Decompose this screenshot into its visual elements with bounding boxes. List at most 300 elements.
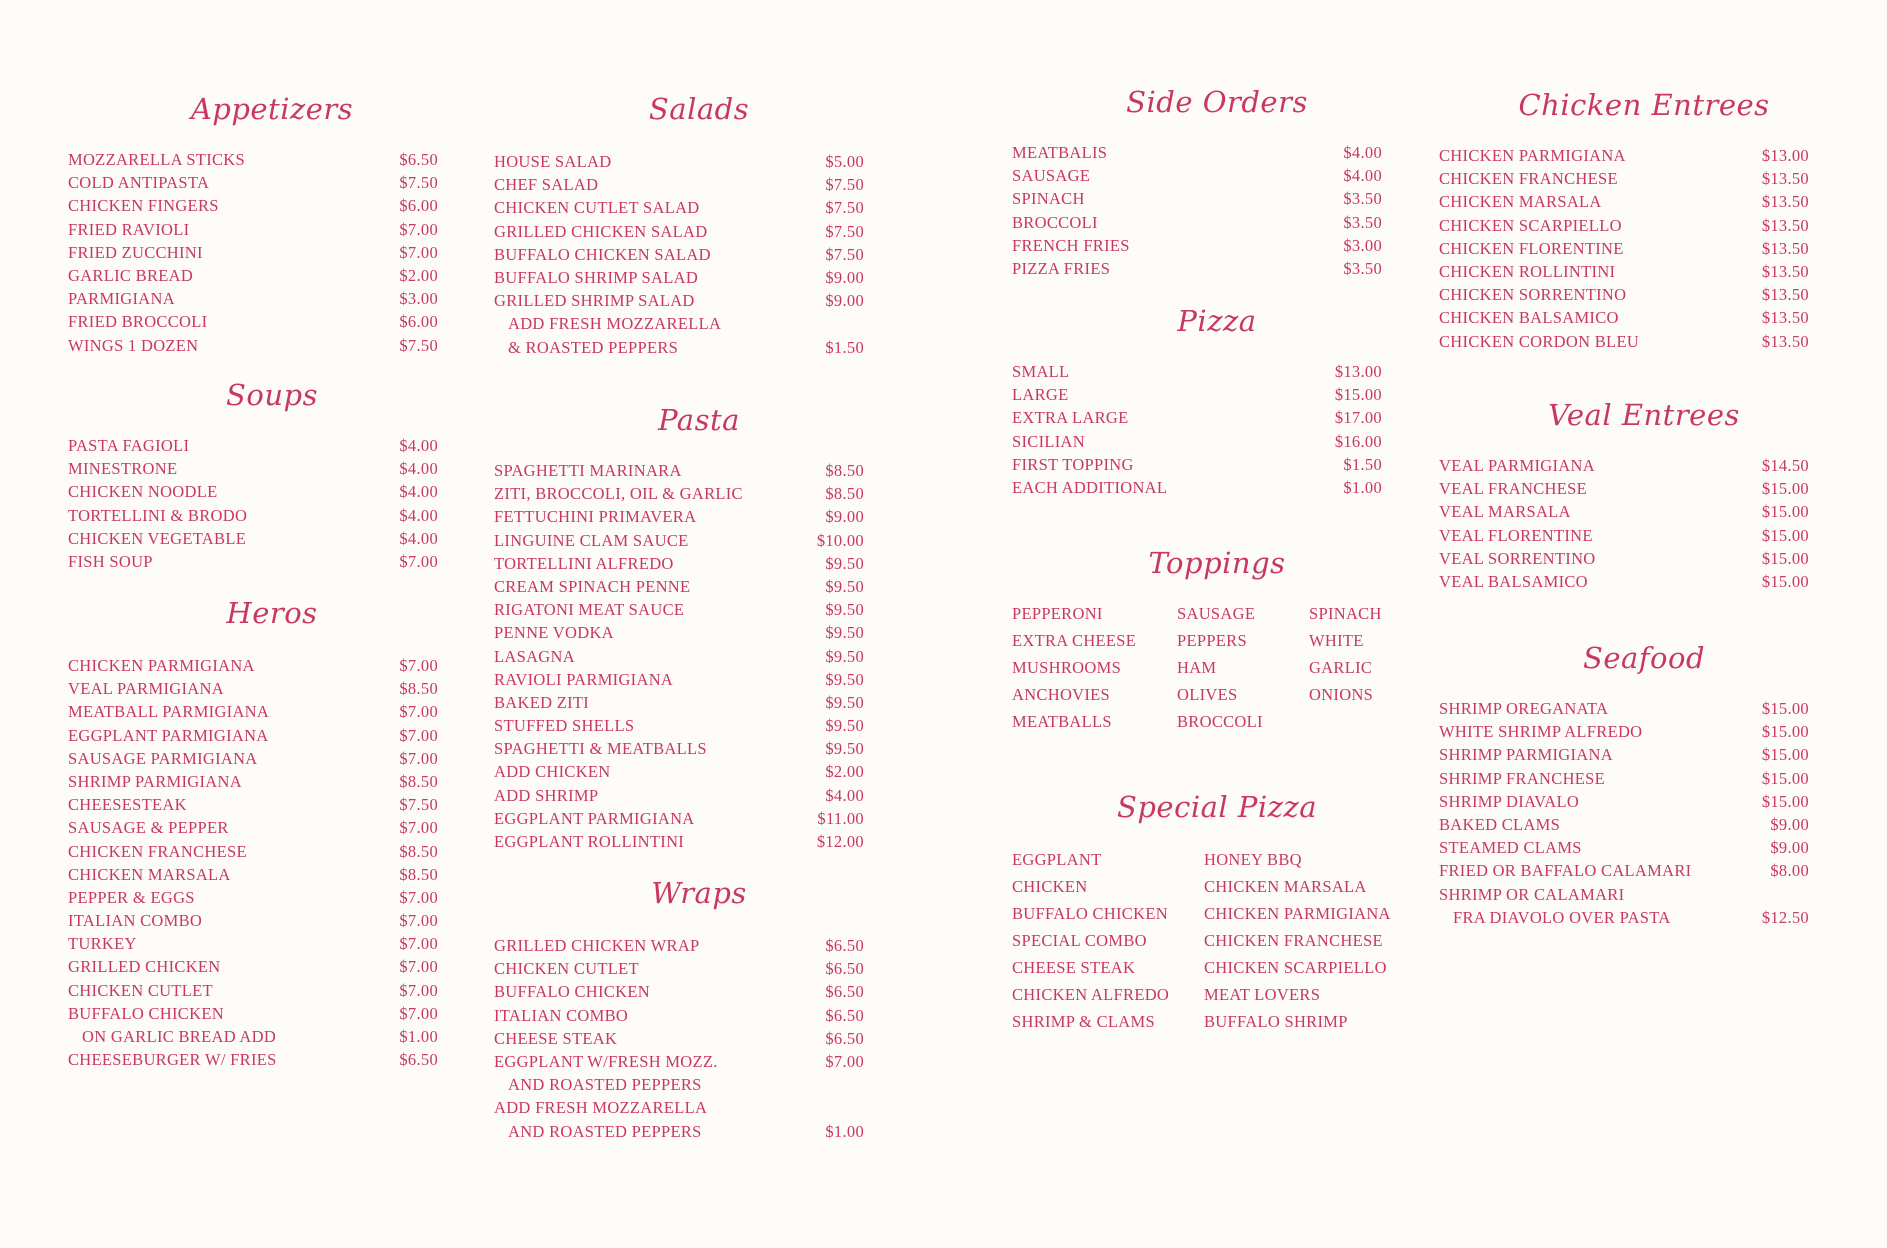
menu-item: [1439, 144, 1809, 167]
menu-item: [1012, 164, 1382, 187]
menu-item: [68, 770, 438, 793]
item-price: $8.50: [399, 679, 438, 699]
item-name: CHEF SALAD: [494, 175, 599, 195]
item-price: $6.50: [825, 982, 864, 1002]
section-title: Side Orders: [1126, 85, 1308, 119]
menu-item: [68, 793, 438, 816]
section-title: Pasta: [658, 403, 740, 437]
menu-item: [494, 482, 864, 505]
menu-item: [494, 691, 864, 714]
item-name: PARMIGIANA: [68, 289, 175, 309]
menu-item: [68, 909, 438, 932]
item-name: VEAL SORRENTINO: [1439, 548, 1596, 568]
menu-item: [68, 724, 438, 747]
item-price: $13.50: [1761, 285, 1809, 305]
grid-item: [1309, 708, 1419, 735]
item-name: SHRIMP PARMIGIANA: [1439, 745, 1613, 765]
grid-item: MEAT LOVERS: [1204, 985, 1321, 1004]
grid-item: CHICKEN FRANCHESE: [1204, 931, 1383, 950]
grid-item: SHRIMP & CLAMS: [1012, 1012, 1155, 1031]
item-price: $8.50: [399, 864, 438, 884]
grid-item: MEATBALLS: [1012, 712, 1112, 731]
menu-item: [1439, 570, 1809, 593]
item-name: GRILLED SHRIMP SALAD: [494, 291, 695, 311]
item-name: BUFFALO CHICKEN: [68, 1003, 224, 1023]
menu-item: [494, 150, 864, 173]
menu-list: [1439, 144, 1809, 353]
item-name: ON GARLIC BREAD ADD: [82, 1027, 277, 1046]
item-price: $2.00: [825, 762, 864, 782]
item-name: GRILLED CHICKEN: [68, 957, 221, 977]
item-price: $13.50: [1761, 331, 1809, 351]
menu-item: [494, 1073, 864, 1096]
item-price: $13.50: [1761, 215, 1809, 235]
menu-item: [68, 700, 438, 723]
item-price: $7.00: [399, 702, 438, 722]
menu-item: [68, 310, 438, 333]
item-name: FISH SOUP: [68, 551, 153, 571]
menu-item: [494, 1120, 864, 1143]
menu-item: [68, 171, 438, 194]
item-name: CHEESESTEAK: [68, 795, 187, 815]
item-price: $6.00: [399, 196, 438, 216]
section-title: Wraps: [651, 876, 747, 910]
grid-item: BUFFALO SHRIMP: [1204, 1012, 1348, 1031]
item-price: $6.50: [825, 959, 864, 979]
menu-item: [494, 1004, 864, 1027]
item-name: CHICKEN FLORENTINE: [1439, 238, 1624, 258]
item-name: STEAMED CLAMS: [1439, 838, 1582, 858]
item-name: SPINACH: [1012, 189, 1085, 209]
item-name: CHICKEN PARMIGIANA: [68, 656, 255, 675]
menu-item: [68, 434, 438, 457]
menu-item: [68, 863, 438, 886]
menu-item: [1439, 454, 1809, 477]
menu-item: [1439, 500, 1809, 523]
veal-entrees-section: [1439, 398, 1809, 593]
grid-item: ANCHOVIES: [1012, 685, 1111, 704]
item-price: $6.50: [825, 1028, 864, 1048]
menu-list: [1439, 454, 1809, 593]
item-price: $15.00: [1761, 791, 1809, 811]
item-price: $7.00: [399, 957, 438, 977]
item-name: ADD FRESH MOZZARELLA: [508, 314, 722, 334]
menu-item: [68, 955, 438, 978]
item-name: FRIED RAVIOLI: [68, 219, 190, 239]
menu-list: [494, 934, 864, 1143]
menu-item: [1439, 697, 1809, 720]
item-name: SHRIMP DIAVALO: [1439, 791, 1580, 811]
item-name: TORTELLINI & BRODO: [68, 505, 248, 525]
item-price: $7.50: [825, 221, 864, 241]
item-name: VEAL MARSALA: [1439, 502, 1571, 522]
section-title: Pizza: [1177, 304, 1257, 338]
chicken-entrees-section: [1439, 88, 1809, 353]
item-name: VEAL PARMIGIANA: [68, 679, 224, 699]
menu-item: [68, 334, 438, 357]
item-price: $13.00: [1761, 146, 1809, 165]
item-price: $13.50: [1761, 192, 1809, 212]
menu-item: [1012, 257, 1382, 280]
item-price: $6.50: [825, 936, 864, 955]
item-price: $4.00: [825, 785, 864, 805]
menu-item: [1439, 743, 1809, 766]
menu-item: [494, 266, 864, 289]
item-name: FRA DIAVOLO OVER PASTA: [1453, 907, 1671, 927]
item-price: $15.00: [1761, 768, 1809, 788]
item-name: EACH ADDITIONAL: [1012, 477, 1168, 497]
special-pizza-section: [1012, 790, 1432, 1035]
item-price: $2.00: [399, 265, 438, 285]
item-price: $4.00: [399, 482, 438, 502]
menu-item: [68, 886, 438, 909]
item-name: WHITE SHRIMP ALFREDO: [1439, 722, 1643, 742]
menu-item: [494, 934, 864, 957]
item-name: AND ROASTED PEPPERS: [508, 1075, 702, 1095]
grid-item: PEPPERS: [1177, 631, 1247, 650]
section-title: Salads: [648, 92, 750, 126]
item-price: $12.00: [816, 832, 864, 851]
item-name: SAUSAGE & PEPPER: [68, 818, 229, 838]
item-price: $13.00: [1334, 362, 1382, 381]
toppings-grid: [1012, 600, 1422, 735]
item-price: $9.50: [825, 553, 864, 573]
menu-item: [68, 840, 438, 863]
item-price: $9.00: [825, 291, 864, 311]
item-price: $7.00: [399, 656, 438, 675]
item-price: $8.50: [825, 484, 864, 504]
item-price: $11.00: [817, 808, 864, 828]
item-name: ADD CHICKEN: [494, 762, 611, 782]
section-title: Chicken Entrees: [1518, 88, 1770, 122]
item-name: EGGPLANT PARMIGIANA: [68, 725, 269, 745]
item-name: GRILLED CHICKEN WRAP: [494, 936, 700, 955]
menu-item: [494, 784, 864, 807]
menu-item: [494, 980, 864, 1003]
menu-item: [68, 654, 438, 677]
side-orders-section: [1012, 85, 1382, 280]
item-name: BAKED ZITI: [494, 692, 590, 712]
menu-item: [1439, 790, 1809, 813]
item-name: SAUSAGE PARMIGIANA: [68, 748, 258, 768]
item-name: CHICKEN FINGERS: [68, 196, 219, 216]
item-name: FIRST TOPPING: [1012, 454, 1134, 474]
item-name: LARGE: [1012, 385, 1069, 405]
item-name: SHRIMP OR CALAMARI: [1439, 884, 1625, 904]
item-name: CHICKEN ROLLINTINI: [1439, 261, 1616, 281]
item-price: $1.00: [399, 1027, 438, 1046]
item-price: $3.50: [1343, 212, 1382, 232]
menu-item: [1012, 234, 1382, 257]
menu-item: [494, 459, 864, 482]
menu-item: [494, 552, 864, 575]
item-name: BROCCOLI: [1012, 212, 1098, 232]
menu-item: [68, 264, 438, 287]
item-price: $7.50: [399, 335, 438, 355]
section-title: Soups: [226, 378, 318, 412]
menu-item: [1439, 720, 1809, 743]
menu-list: [68, 148, 438, 357]
menu-item: [1439, 836, 1809, 859]
menu-item: [1012, 187, 1382, 210]
grid-item: HONEY BBQ: [1204, 850, 1302, 869]
item-price: $7.00: [825, 1051, 864, 1071]
grid-item: SAUSAGE: [1177, 604, 1256, 623]
item-price: $15.00: [1761, 502, 1809, 522]
item-name: BAKED CLAMS: [1439, 814, 1561, 834]
menu-item: [494, 830, 864, 853]
item-price: $8.50: [825, 461, 864, 480]
grid-item: CHICKEN: [1012, 877, 1088, 896]
menu-item: [494, 289, 864, 312]
item-price: $9.50: [825, 669, 864, 689]
item-price: $4.00: [399, 505, 438, 525]
item-price: $7.00: [399, 242, 438, 262]
item-price: $15.00: [1761, 479, 1809, 499]
grid-item: MUSHROOMS: [1012, 658, 1122, 677]
menu-item: [1012, 430, 1382, 453]
menu-list: [494, 150, 864, 359]
menu-item: [1439, 767, 1809, 790]
grid-item: BROCCOLI: [1177, 712, 1263, 731]
menu-item: [68, 816, 438, 839]
item-price: $1.00: [825, 1121, 864, 1141]
menu-list: [1439, 697, 1809, 929]
item-name: RIGATONI MEAT SAUCE: [494, 600, 685, 620]
item-price: $12.50: [1761, 907, 1809, 927]
item-price: $1.50: [1343, 454, 1382, 474]
item-name: STUFFED SHELLS: [494, 716, 635, 736]
item-name: CHEESEBURGER W/ FRIES: [68, 1050, 277, 1070]
menu-item: [1439, 477, 1809, 500]
item-price: $6.50: [399, 1050, 438, 1070]
item-price: $9.50: [825, 646, 864, 666]
menu-item: [68, 504, 438, 527]
pasta-section: [494, 403, 864, 853]
toppings-section: [1012, 546, 1422, 735]
item-price: $7.50: [399, 173, 438, 193]
item-name: MINESTRONE: [68, 459, 178, 479]
item-price: $7.00: [399, 934, 438, 954]
item-name: WINGS 1 DOZEN: [68, 335, 199, 355]
item-price: $3.50: [1343, 189, 1382, 209]
item-price: $3.50: [1343, 258, 1382, 278]
item-name: CHICKEN MARSALA: [68, 864, 231, 884]
menu-item: [494, 312, 864, 335]
menu-item: [68, 218, 438, 241]
item-price: $7.50: [825, 244, 864, 264]
menu-item: [1012, 453, 1382, 476]
item-name: RAVIOLI PARMIGIANA: [494, 669, 674, 689]
soups-section: [68, 378, 438, 573]
item-name: ITALIAN COMBO: [494, 1005, 629, 1025]
menu-item: [494, 196, 864, 219]
item-price: $7.50: [825, 198, 864, 218]
menu-item: [494, 645, 864, 668]
item-name: AND ROASTED PEPPERS: [508, 1121, 702, 1141]
item-name: ZITI, BROCCOLI, OIL & GARLIC: [494, 484, 743, 504]
item-price: $9.50: [825, 716, 864, 736]
item-name: FRIED ZUCCHINI: [68, 242, 203, 262]
menu-item: [68, 979, 438, 1002]
menu-item: [68, 932, 438, 955]
grid-item: OLIVES: [1177, 685, 1238, 704]
item-price: $13.50: [1761, 169, 1809, 189]
item-price: $4.00: [1343, 166, 1382, 186]
item-name: SHRIMP OREGANATA: [1439, 699, 1609, 718]
item-name: TURKEY: [68, 934, 137, 954]
item-price: $4.00: [399, 436, 438, 455]
item-price: $6.50: [825, 1005, 864, 1025]
menu-item: [1439, 167, 1809, 190]
menu-item: [494, 598, 864, 621]
item-name: FRIED OR BAFFALO CALAMARI: [1439, 861, 1692, 881]
grid-item: CHEESE STEAK: [1012, 958, 1136, 977]
menu-list: [68, 654, 438, 1071]
item-price: $8.50: [399, 771, 438, 791]
seafood-section: [1439, 641, 1809, 929]
item-name: SICILIAN: [1012, 431, 1085, 451]
item-price: $9.50: [825, 692, 864, 712]
menu-item: [494, 575, 864, 598]
item-price: $4.00: [399, 459, 438, 479]
grid-item: CHICKEN SCARPIELLO: [1204, 958, 1387, 977]
item-name: CHICKEN CUTLET: [68, 980, 213, 1000]
item-price: $7.00: [399, 748, 438, 768]
section-title: Special Pizza: [1116, 790, 1318, 824]
menu-item: [1439, 237, 1809, 260]
item-price: $7.00: [399, 219, 438, 239]
item-name: CHICKEN VEGETABLE: [68, 528, 247, 548]
item-name: VEAL FLORENTINE: [1439, 525, 1593, 545]
menu-item: [494, 1027, 864, 1050]
item-name: CHICKEN CUTLET SALAD: [494, 198, 700, 218]
grid-item: SPECIAL COMBO: [1012, 931, 1147, 950]
menu-item: [494, 668, 864, 691]
menu-item: [1012, 360, 1382, 383]
item-name: FRIED BROCCOLI: [68, 312, 208, 332]
item-price: $1.00: [1343, 477, 1382, 497]
item-name: CHICKEN NOODLE: [68, 482, 218, 502]
item-name: SMALL: [1012, 362, 1070, 381]
special-pizza-grid: [1012, 846, 1432, 1035]
menu-item: [68, 241, 438, 264]
menu-list: [1012, 360, 1382, 499]
item-price: $15.00: [1334, 385, 1382, 405]
item-price: $15.00: [1761, 525, 1809, 545]
item-price: $7.00: [399, 887, 438, 907]
item-name: CHICKEN FRANCHESE: [1439, 169, 1618, 189]
item-price: $13.50: [1761, 238, 1809, 258]
item-price: $8.50: [399, 841, 438, 861]
item-price: $7.00: [399, 1003, 438, 1023]
item-name: SHRIMP FRANCHESE: [1439, 768, 1606, 788]
menu-item: [494, 336, 864, 359]
menu-item: [68, 677, 438, 700]
item-price: $3.00: [1343, 235, 1382, 255]
item-price: $9.00: [825, 507, 864, 527]
menu-item: [68, 1002, 438, 1025]
item-price: $1.50: [825, 337, 864, 357]
item-name: VEAL BALSAMICO: [1439, 571, 1588, 591]
grid-item: SPINACH: [1309, 604, 1382, 623]
item-price: $9.00: [1770, 814, 1809, 834]
item-name: VEAL FRANCHESE: [1439, 479, 1587, 499]
item-price: $7.50: [399, 795, 438, 815]
menu-list: [494, 459, 864, 853]
section-title: Toppings: [1148, 546, 1286, 580]
menu-item: [1439, 283, 1809, 306]
item-price: $5.00: [825, 152, 864, 171]
item-name: FETTUCHINI PRIMAVERA: [494, 507, 697, 527]
menu-item: [494, 243, 864, 266]
grid-item: CHICKEN MARSALA: [1204, 877, 1367, 896]
menu-item: [494, 529, 864, 552]
grid-item: BUFFALO CHICKEN: [1012, 904, 1168, 923]
menu-item: [1439, 813, 1809, 836]
item-name: EGGPLANT W/FRESH MOZZ.: [494, 1051, 718, 1071]
item-name: CHICKEN SCARPIELLO: [1439, 215, 1622, 235]
grid-item: CHICKEN PARMIGIANA: [1204, 904, 1391, 923]
item-name: CHICKEN SORRENTINO: [1439, 285, 1627, 305]
menu-item: [494, 807, 864, 830]
item-price: $15.00: [1761, 745, 1809, 765]
item-name: VEAL PARMIGIANA: [1439, 456, 1595, 475]
item-name: ADD FRESH MOZZARELLA: [494, 1098, 708, 1118]
item-price: $15.00: [1761, 548, 1809, 568]
item-name: BUFFALO CHICKEN: [494, 982, 650, 1002]
menu-item: [68, 480, 438, 503]
menu-item: [1439, 859, 1809, 882]
menu-item: [68, 1025, 438, 1048]
item-price: $7.00: [399, 818, 438, 838]
item-name: & ROASTED PEPPERS: [508, 337, 679, 357]
item-name: PIZZA FRIES: [1012, 258, 1111, 278]
menu-item: [68, 148, 438, 171]
item-name: CHICKEN CORDON BLEU: [1439, 331, 1640, 351]
item-price: $7.00: [399, 725, 438, 745]
item-price: $6.50: [399, 150, 438, 169]
menu-item: [1439, 883, 1809, 906]
item-name: LASAGNA: [494, 646, 575, 666]
menu-item: [68, 1048, 438, 1071]
item-price: $3.00: [399, 289, 438, 309]
grid-item: WHITE: [1309, 631, 1364, 650]
menu-item: [1012, 211, 1382, 234]
menu-item: [68, 457, 438, 480]
menu-item: [68, 194, 438, 217]
item-price: $9.50: [825, 576, 864, 596]
item-name: EGGPLANT ROLLINTINI: [494, 832, 685, 851]
grid-item: CHICKEN ALFREDO: [1012, 985, 1170, 1004]
menu-item: [1439, 547, 1809, 570]
item-price: $10.00: [816, 530, 864, 550]
menu-item: [494, 957, 864, 980]
wraps-section: [494, 876, 864, 1143]
menu-item: [494, 714, 864, 737]
item-name: TORTELLINI ALFREDO: [494, 553, 674, 573]
item-price: $17.00: [1334, 408, 1382, 428]
menu-item: [494, 1096, 864, 1119]
item-name: HOUSE SALAD: [494, 152, 612, 171]
menu-item: [1012, 383, 1382, 406]
item-name: BUFFALO SHRIMP SALAD: [494, 267, 699, 287]
item-name: LINGUINE CLAM SAUCE: [494, 530, 689, 550]
item-name: CHICKEN MARSALA: [1439, 192, 1602, 212]
item-name: SPAGHETTI MARINARA: [494, 461, 682, 480]
salads-section: [494, 92, 864, 359]
item-price: $15.00: [1761, 699, 1809, 718]
